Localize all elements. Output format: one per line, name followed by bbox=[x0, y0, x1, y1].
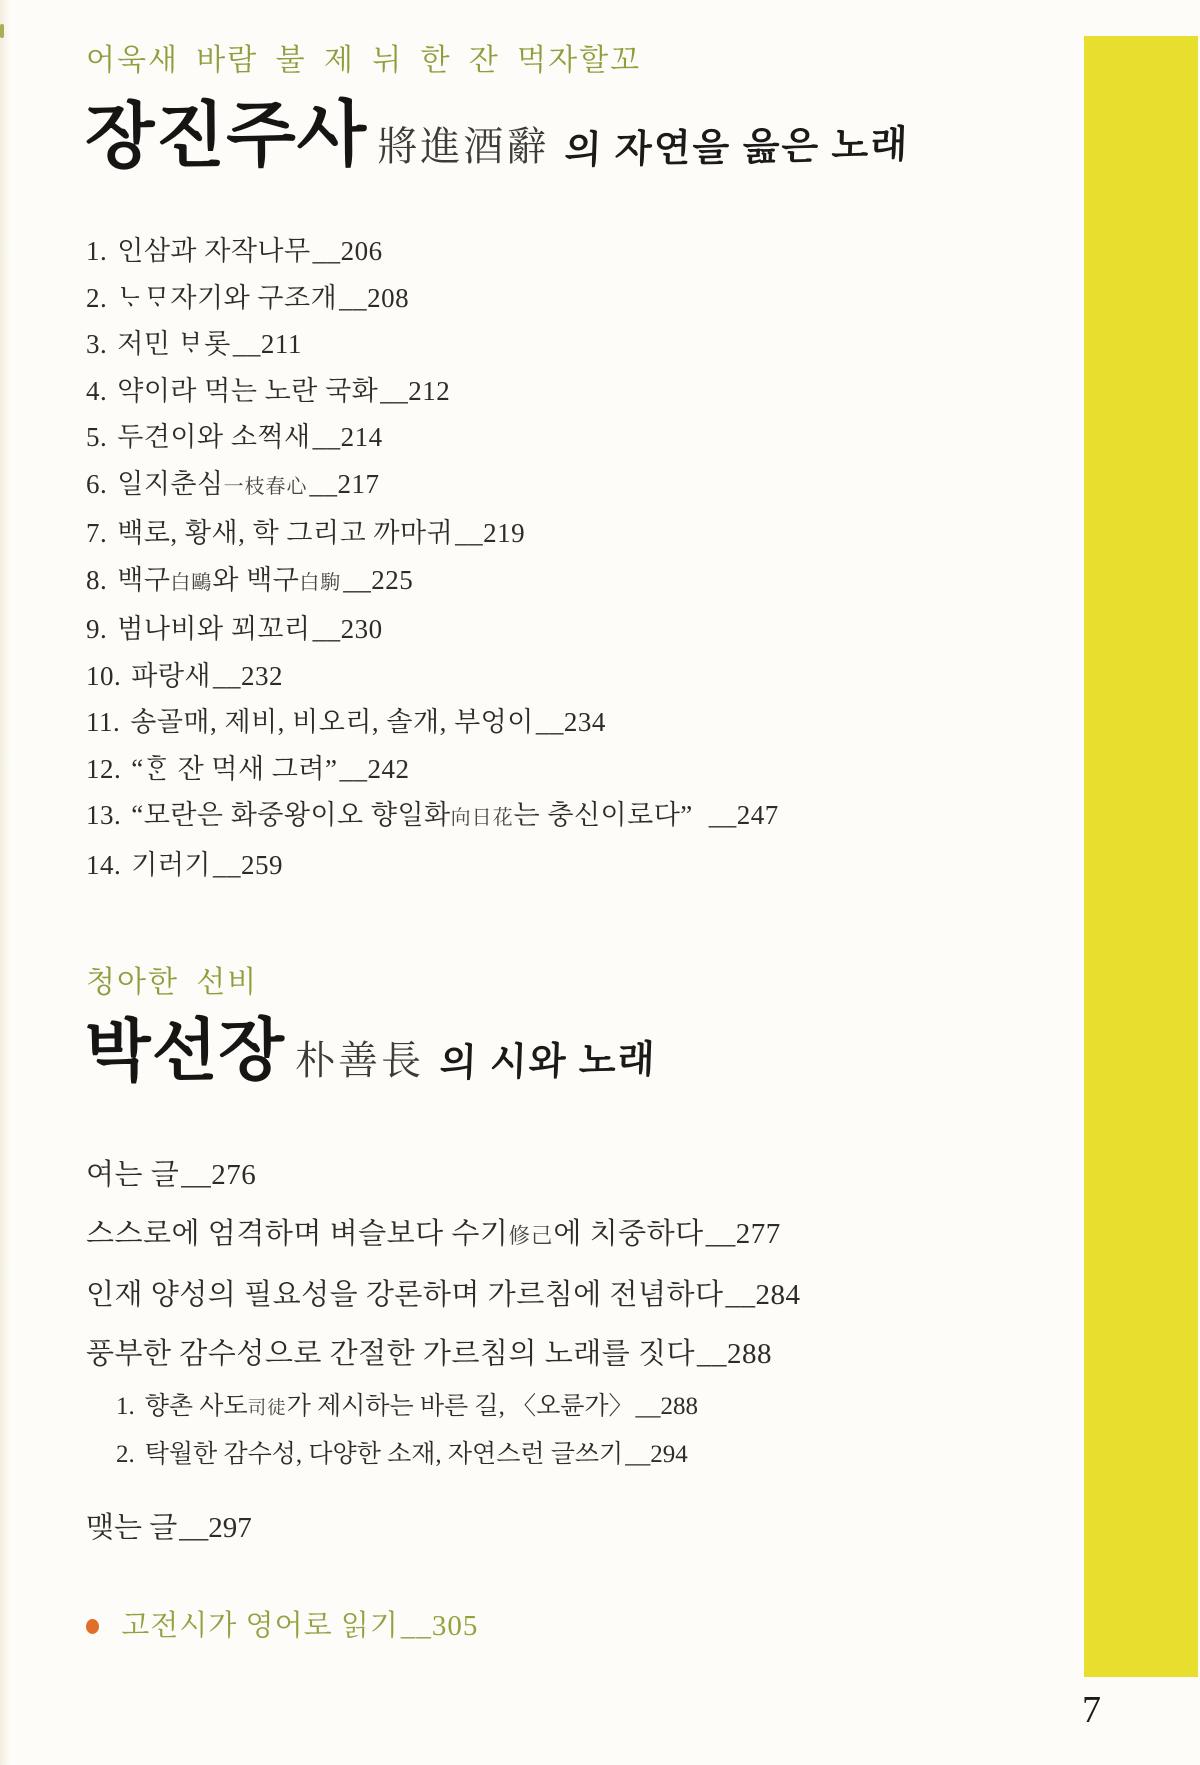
item-number: 1. bbox=[116, 1393, 135, 1420]
hanja-inline: 白鷗 bbox=[170, 571, 213, 594]
item-number: 5. bbox=[86, 422, 108, 452]
toc-item bbox=[86, 792, 1006, 842]
toc-item bbox=[86, 368, 1006, 415]
toc-item bbox=[86, 653, 1006, 700]
page-ref: __284 bbox=[725, 1279, 801, 1311]
page-ref: __206 bbox=[312, 236, 383, 266]
toc-item bbox=[86, 275, 1006, 322]
page-ref: __211 bbox=[232, 329, 302, 359]
page-ref: __277 bbox=[705, 1218, 781, 1250]
entry-text: 기러기 bbox=[131, 849, 211, 880]
item-number: 10. bbox=[86, 660, 122, 691]
toc-entry bbox=[86, 1146, 1026, 1205]
toc-item bbox=[86, 557, 1006, 607]
entry-text: 범나비와 꾀꼬리 bbox=[117, 614, 311, 644]
entry-text: 풍부한 감수성으로 간절한 가르침의 노래를 짓다 bbox=[86, 1338, 696, 1370]
page-left-edge-shadow bbox=[0, 0, 10, 1765]
item-number: 7. bbox=[86, 518, 108, 548]
section2-entry-list bbox=[86, 1146, 1026, 1384]
toc-item bbox=[86, 842, 1006, 889]
item-number: 2. bbox=[116, 1441, 135, 1468]
item-number: 6. bbox=[86, 468, 108, 499]
page-ref: __219 bbox=[455, 518, 526, 548]
item-number: 2. bbox=[86, 282, 108, 313]
footer-entry-label: 고전시가 영어로 읽기 bbox=[121, 1610, 399, 1642]
page-ref: __247 bbox=[708, 800, 779, 830]
section2-title bbox=[85, 1008, 657, 1094]
section1-toc-list bbox=[86, 228, 1006, 888]
toc-subitem bbox=[116, 1432, 1016, 1477]
page-ref: __208 bbox=[339, 282, 410, 313]
entry-text: 백로, 황새, 학 그리고 까마귀 bbox=[117, 518, 454, 548]
entry-text: 파랑새 bbox=[131, 660, 211, 691]
toc-item bbox=[86, 510, 1006, 557]
toc-entry bbox=[86, 1205, 1026, 1266]
entry-text: 송골매, 제비, 비오리, 솔개, 부엉이 bbox=[130, 707, 534, 737]
page-ref: __234 bbox=[535, 707, 606, 737]
hanja-inline: 向日花 bbox=[450, 807, 514, 829]
hanja-inline: 一枝春心 bbox=[223, 475, 308, 498]
entry-text: 두견이와 소쩍새 bbox=[117, 422, 311, 452]
entry-text: 와 백구 bbox=[212, 564, 300, 595]
section2-closing-entry bbox=[86, 1506, 686, 1550]
item-number: 3. bbox=[86, 329, 108, 359]
hanja-inline: 白駒 bbox=[299, 571, 342, 594]
entry-text: 는 충신이로다” bbox=[513, 800, 707, 830]
entry-text: 일지춘심 bbox=[117, 468, 224, 499]
page-ref: __212 bbox=[380, 375, 451, 406]
page-ref: __297 bbox=[179, 1512, 252, 1544]
item-number: 12. bbox=[86, 753, 122, 784]
toc-item bbox=[86, 321, 1006, 368]
entry-text: 인재 양성의 필요성을 강론하며 가르침에 전념하다 bbox=[86, 1279, 724, 1311]
entry-text: “ᄒᆞᆫ 잔 먹새 그려” bbox=[131, 753, 338, 784]
item-number: 11. bbox=[86, 707, 121, 737]
footer-english-reading-entry bbox=[86, 1606, 478, 1646]
item-number: 14. bbox=[86, 849, 122, 880]
orange-bullet-icon bbox=[86, 1619, 99, 1634]
page-ref: __232 bbox=[213, 660, 283, 691]
page-ref: __288 bbox=[697, 1338, 773, 1370]
toc-closing bbox=[86, 1506, 686, 1550]
section1-eyebrow: 어욱새 바람 불 제 뉘 한 잔 먹자할꼬 bbox=[86, 44, 642, 77]
page-ref: __276 bbox=[181, 1159, 257, 1191]
entry-text: 가 제시하는 바른 길, 〈오륜가〉 bbox=[286, 1393, 634, 1420]
toc-item bbox=[86, 414, 1006, 461]
page-number: 7 bbox=[1082, 1689, 1101, 1731]
entry-text: 여는 글 bbox=[86, 1159, 180, 1191]
page-ref: __225 bbox=[343, 564, 414, 595]
footer-page-ref: __305 bbox=[400, 1610, 479, 1642]
section2-subentry-list bbox=[116, 1384, 1016, 1477]
toc-subitem bbox=[116, 1384, 1016, 1432]
yellow-side-stripe bbox=[1084, 36, 1198, 1677]
item-number: 13. bbox=[86, 800, 122, 830]
page-ref: __294 bbox=[625, 1441, 688, 1468]
entry-text: 향촌 사도 bbox=[144, 1393, 248, 1420]
page-ref: __288 bbox=[635, 1393, 699, 1420]
section1-title-calligraphy: 장진주사 bbox=[84, 94, 368, 178]
section2-eyebrow: 청아한 선비 bbox=[86, 966, 259, 999]
entry-text: “모란은 화중왕이오 향일화 bbox=[131, 800, 451, 830]
section1-title-tail: 의 자연을 읊은 노래 bbox=[564, 123, 911, 172]
toc-item bbox=[86, 228, 1006, 275]
section2-title-tail: 의 시와 노래 bbox=[439, 1039, 658, 1085]
toc-item bbox=[86, 746, 1006, 793]
item-number: 9. bbox=[86, 614, 108, 644]
page-ref: __230 bbox=[312, 614, 383, 644]
page-ref: __214 bbox=[312, 422, 383, 452]
toc-item bbox=[86, 461, 1006, 511]
entry-text: 백구 bbox=[117, 564, 171, 595]
entry-text: 에 치중하다 bbox=[553, 1218, 704, 1250]
entry-text: 맺는 글 bbox=[86, 1512, 178, 1544]
item-number: 1. bbox=[86, 236, 108, 266]
scan-edge-mark bbox=[0, 24, 4, 38]
item-number: 8. bbox=[86, 564, 108, 595]
toc-item bbox=[86, 606, 1006, 653]
entry-text: 인삼과 자작나무 bbox=[117, 236, 311, 266]
toc-entry bbox=[86, 1325, 1026, 1384]
hanja-inline: 修己 bbox=[508, 1224, 554, 1248]
section1-title-hanja: 將進酒辭 bbox=[377, 124, 550, 169]
entry-text: 약이라 먹는 노란 국화 bbox=[117, 375, 379, 406]
page-ref: __217 bbox=[309, 468, 380, 499]
entry-text: 탁월한 감수성, 다양한 소재, 자연스런 글쓰기 bbox=[144, 1441, 624, 1468]
item-number: 4. bbox=[86, 375, 108, 406]
page-ref: __259 bbox=[213, 849, 283, 880]
hanja-inline: 司徒 bbox=[247, 1399, 287, 1419]
toc-item bbox=[86, 699, 1006, 746]
page-ref: __242 bbox=[339, 753, 410, 784]
entry-text: ᄂᆞᄆᆞ자기와 구조개 bbox=[117, 282, 338, 313]
section2-title-calligraphy: 박선장 bbox=[84, 1012, 286, 1090]
toc-entry bbox=[86, 1266, 1026, 1325]
section1-title bbox=[85, 96, 909, 176]
entry-text: 스스로에 엄격하며 벼슬보다 수기 bbox=[86, 1218, 509, 1250]
entry-text: 저민 ᄇᆞ롯 bbox=[117, 329, 231, 359]
section2-title-hanja: 朴善長 bbox=[295, 1038, 425, 1083]
